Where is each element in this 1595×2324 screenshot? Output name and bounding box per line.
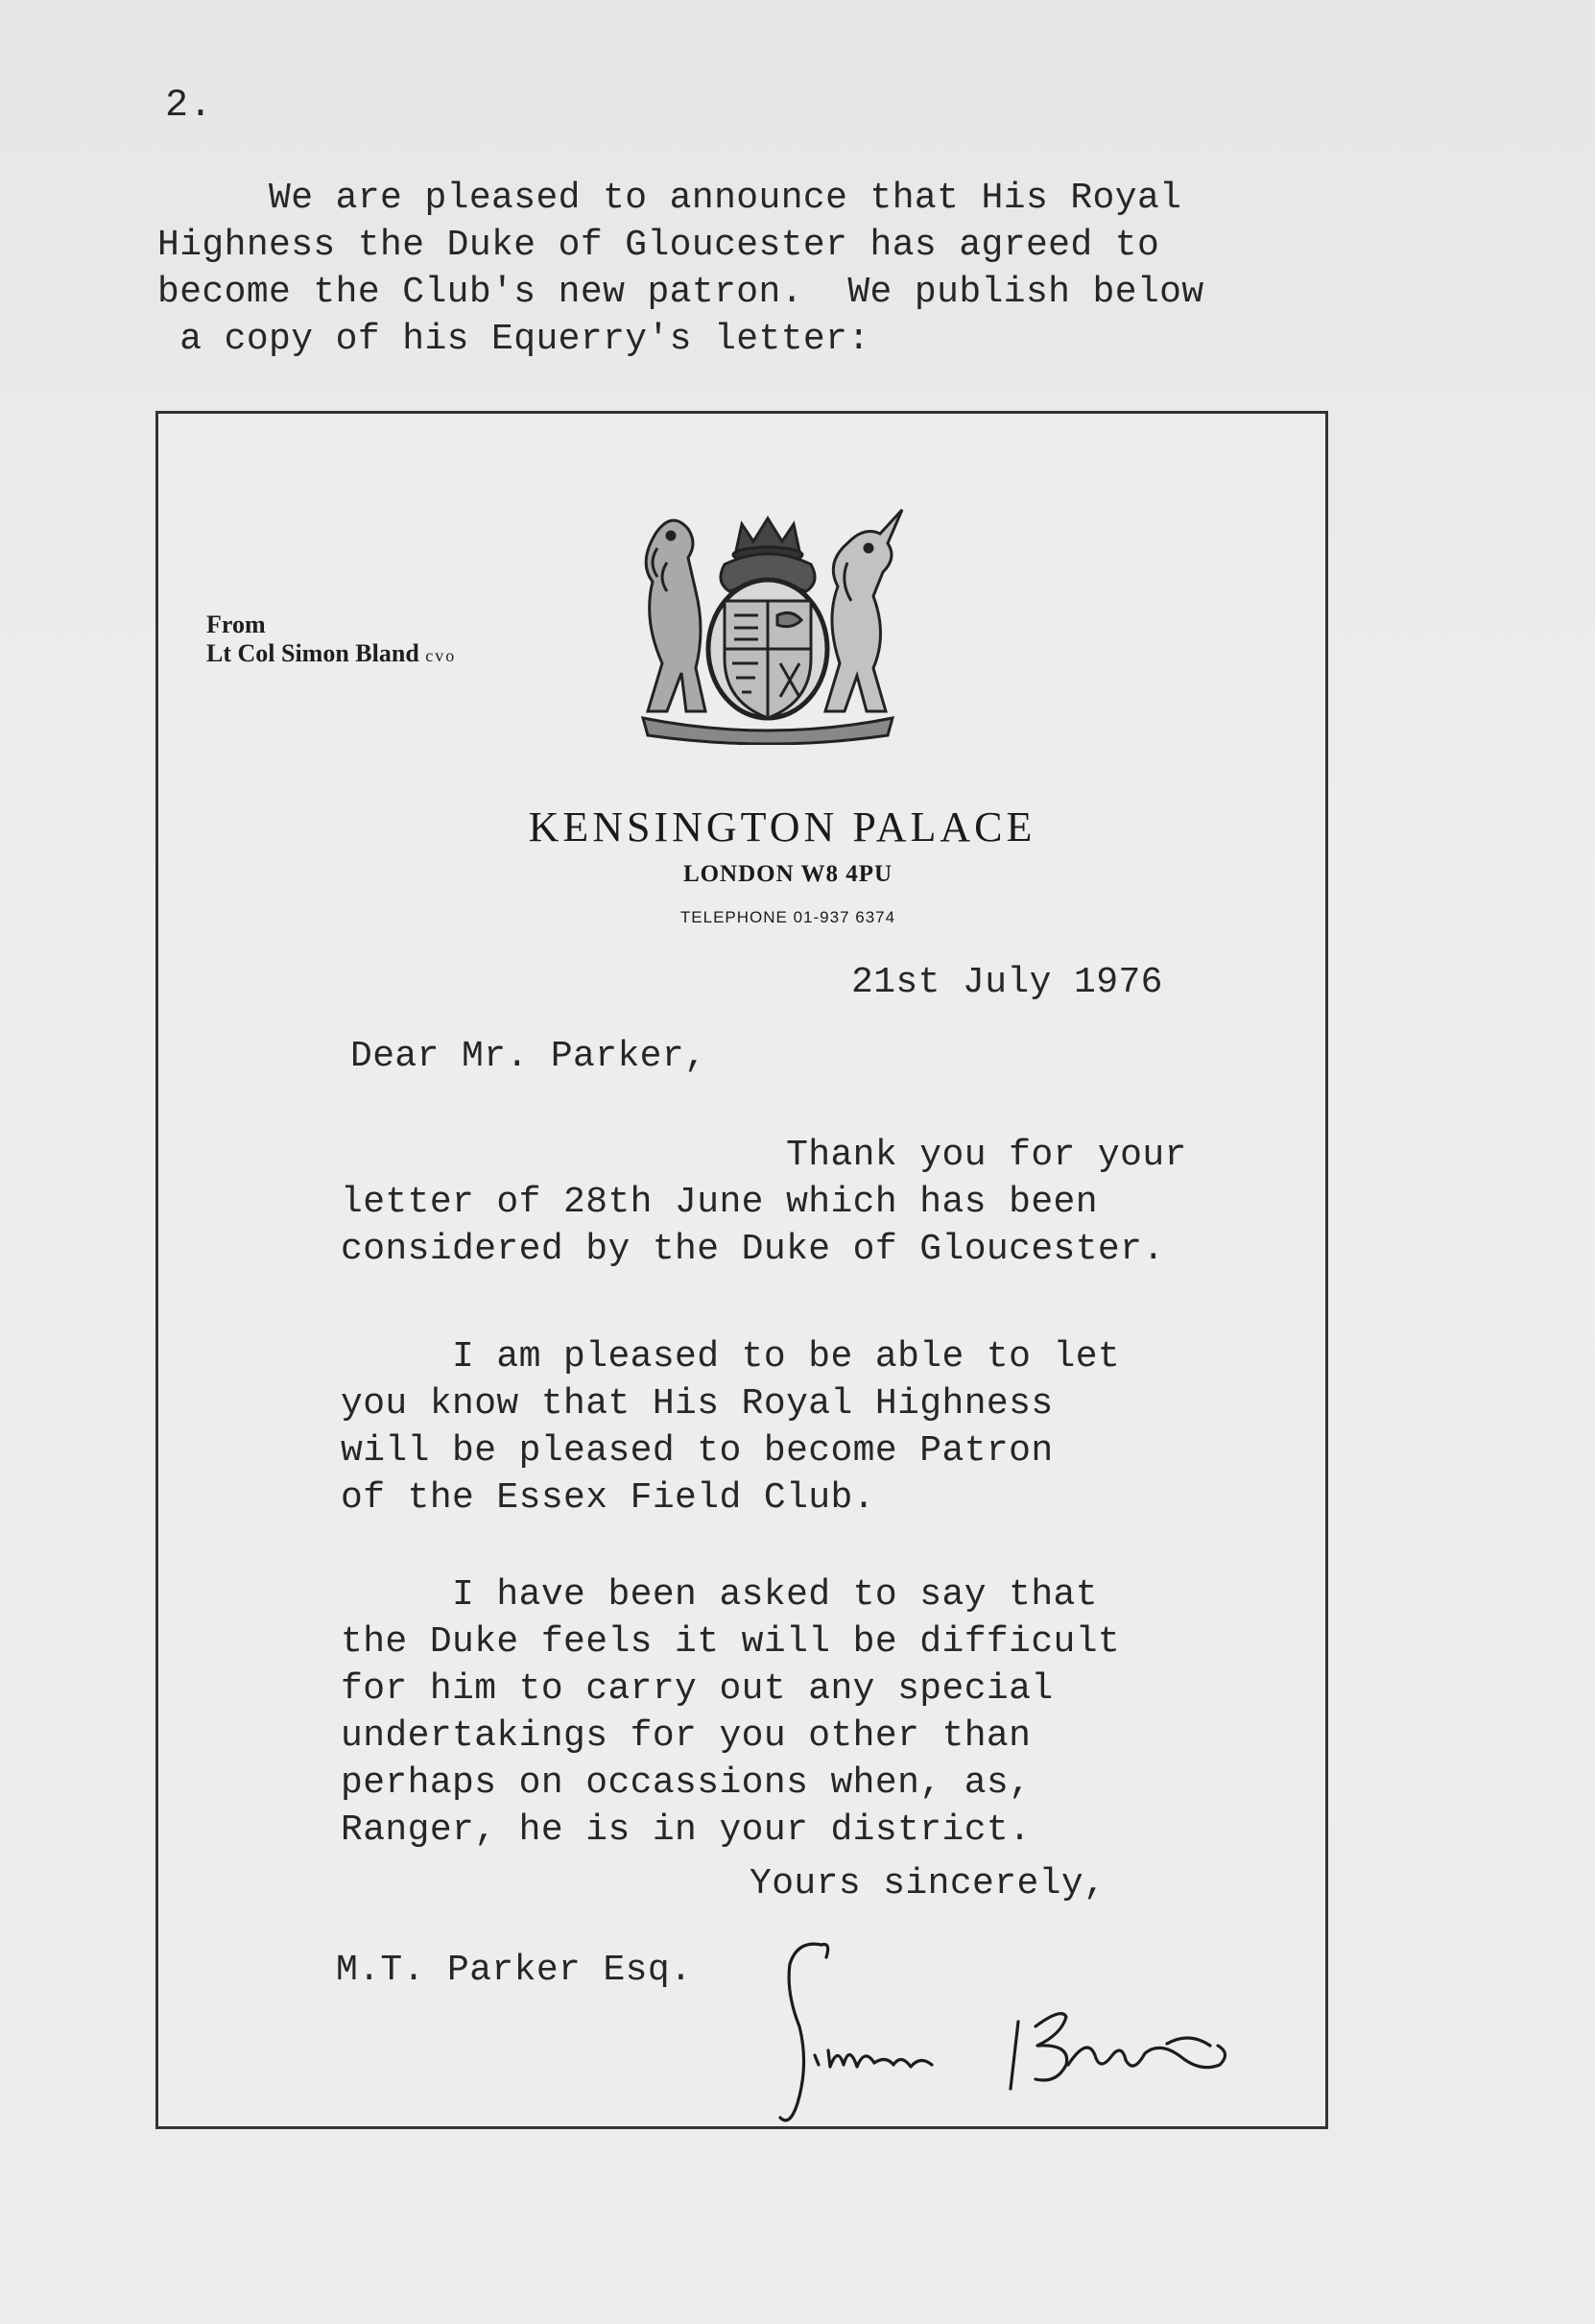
page-number: 2.	[165, 84, 214, 128]
paragraph-line: I have been asked to say that	[341, 1574, 1098, 1616]
sender-honour: cvo	[425, 646, 457, 665]
from-label: From	[206, 611, 266, 638]
letter-salutation: Dear Mr. Parker,	[350, 1036, 707, 1077]
letterhead-address: LONDON W8 4PU	[682, 861, 893, 887]
letter-paragraph	[341, 1132, 1187, 1273]
letter-date: 21st July 1976	[851, 962, 1163, 1003]
paragraph-line: the Duke feels it will be difficult	[341, 1621, 1121, 1663]
paragraph-line: considered by the Duke of Gloucester.	[341, 1229, 1165, 1270]
paragraph-line: letter of 28th June which has been	[341, 1182, 1098, 1223]
sender-name-line	[206, 639, 456, 670]
letter-recipient: M.T. Parker Esq.	[336, 1950, 693, 1991]
letter-closing: Yours sincerely,	[750, 1863, 1107, 1905]
paragraph-line: perhaps on occassions when, as,	[341, 1762, 1032, 1804]
intro-line: We are pleased to announce that His Royal	[157, 178, 1182, 219]
paragraph-line: Ranger, he is in your district.	[341, 1809, 1032, 1851]
intro-line: Highness the Duke of Gloucester has agreed to	[157, 225, 1160, 266]
paragraph-line: of the Essex Field Club.	[341, 1477, 875, 1519]
letter-copy-frame	[155, 411, 1328, 2129]
paragraph-line: undertakings for you other than	[341, 1715, 1032, 1757]
intro-paragraph	[157, 175, 1328, 363]
handwritten-signature	[730, 1921, 1306, 2142]
royal-coat-of-arms-icon	[629, 505, 907, 745]
intro-line: a copy of his Equerry's letter:	[157, 319, 870, 360]
paragraph-line: for him to carry out any special	[341, 1668, 1054, 1710]
paragraph-line: I am pleased to be able to let	[341, 1336, 1121, 1378]
intro-line: become the Club's new patron. We publish below	[157, 272, 1204, 313]
letter-paragraph	[341, 1333, 1120, 1521]
paragraph-line: will be pleased to become Patron	[341, 1430, 1054, 1472]
sender-name: Lt Col Simon Bland	[206, 639, 419, 667]
paragraph-line: you know that His Royal Highness	[341, 1383, 1054, 1425]
paragraph-line: Thank you for your	[341, 1135, 1187, 1176]
letterhead-title: KENSINGTON PALACE	[528, 803, 1036, 851]
letterhead-telephone: TELEPHONE 01-937 6374	[679, 908, 896, 926]
sender-block	[206, 611, 456, 670]
letter-paragraph	[341, 1571, 1120, 1854]
